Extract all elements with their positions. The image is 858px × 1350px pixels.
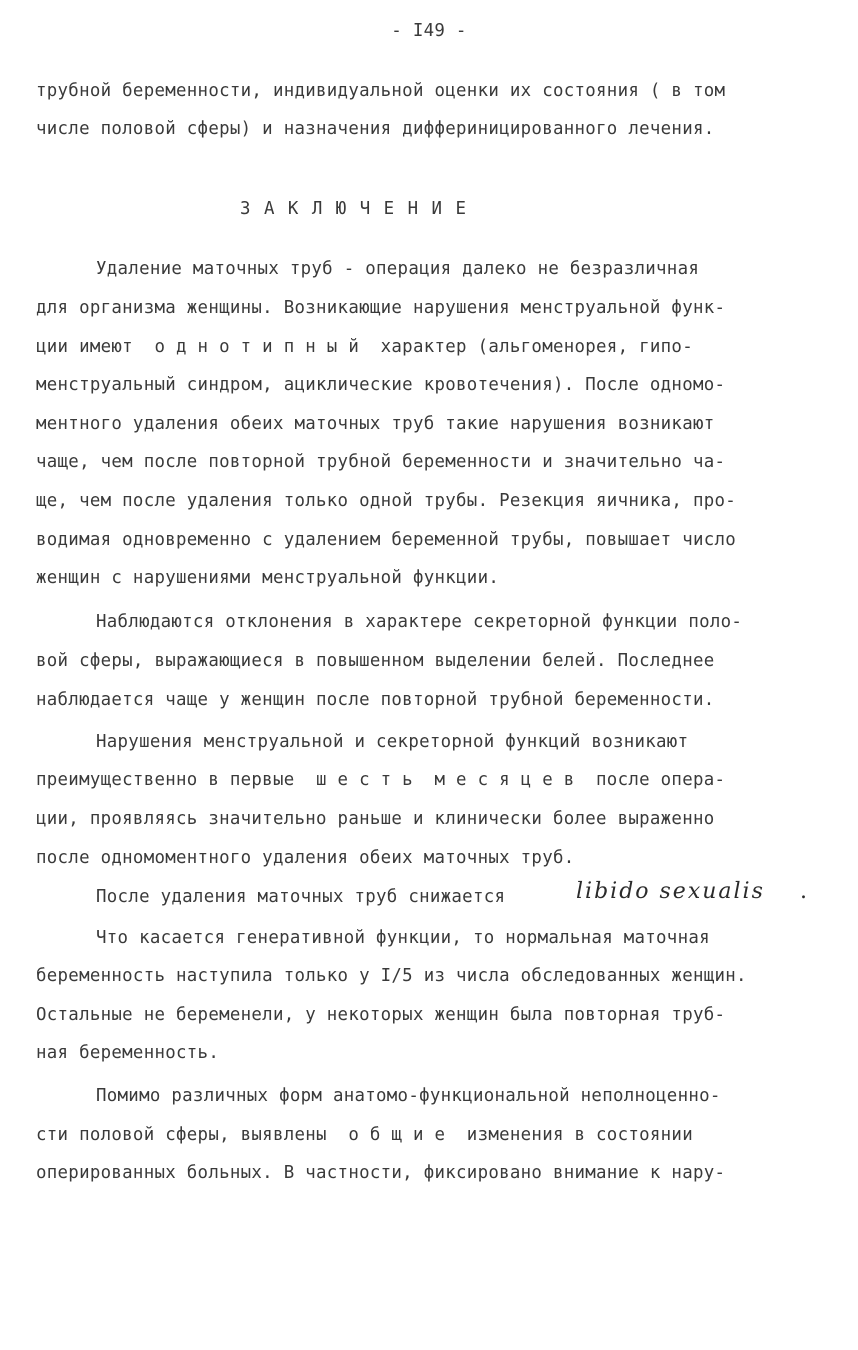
text-line: После удаления маточных труб снижается [96, 887, 506, 907]
text-line: Нарушения менструальной и секреторной функций возникают [96, 732, 689, 752]
text-line: водимая одновременно с удалением беременной трубы, повышает число [36, 530, 737, 550]
text-line: Удаление маточных труб - операция далеко не безразличная [96, 259, 700, 279]
text-line: Что касается генеративной функции, то нормальная маточная [96, 928, 710, 948]
page-number: - I49 - [391, 21, 467, 41]
text-line: Помимо различных форм анатомо-функциональной неполноценно- [96, 1086, 721, 1106]
text-line: трубной беременности, индивидуальной оценки их состояния ( в том [36, 81, 726, 101]
text-line: ции, проявляясь значительно раньше и клинически более выраженно [36, 809, 715, 829]
text-line: ментного удаления обеих маточных труб такие нарушения возникают [36, 414, 715, 434]
text-line: Остальные не беременели, у некоторых женщин была повторная труб- [36, 1005, 726, 1025]
text-line: ции имеют о д н о т и п н ы й характер (альгоменорея, гипо- [36, 337, 693, 357]
text-line: беременность наступила только у I/5 из числа обследованных женщин. [36, 966, 747, 986]
text-line: ная беременность. [36, 1043, 220, 1063]
section-heading: З А К Л Ю Ч Е Н И Е [240, 199, 468, 219]
text-line: после одномоментного удаления обеих маточных труб. [36, 848, 575, 868]
text-line: женщин с нарушениями менструальной функции. [36, 568, 500, 588]
handwritten-insert: libido sexualis [576, 879, 765, 904]
text-line: наблюдается чаще у женщин после повторной трубной беременности. [36, 690, 715, 710]
text-line: преимущественно в первые ш е с т ь м е с я ц е в после опера- [36, 770, 726, 790]
text-line: Наблюдаются отклонения в характере секреторной функции поло- [96, 612, 743, 632]
text-line: ще, чем после удаления только одной трубы. Резекция яичника, про- [36, 491, 737, 511]
text-line: сти половой сферы, выявлены о б щ и е изменения в состоянии [36, 1125, 693, 1145]
text-line: менструальный синдром, ациклические кровотечения). После одномо- [36, 375, 726, 395]
text-line: вой сферы, выражающиеся в повышенном выделении белей. Последнее [36, 651, 715, 671]
text-line: числе половой сферы) и назначения диффериницированного лечения. [36, 119, 715, 139]
text-line: оперированных больных. В частности, фиксировано внимание к нару- [36, 1163, 726, 1183]
text-line: для организма женщины. Возникающие нарушения менструальной функ- [36, 298, 726, 318]
text-line: чаще, чем после повторной трубной беременности и значительно ча- [36, 452, 726, 472]
handwritten-period: . [800, 879, 809, 904]
